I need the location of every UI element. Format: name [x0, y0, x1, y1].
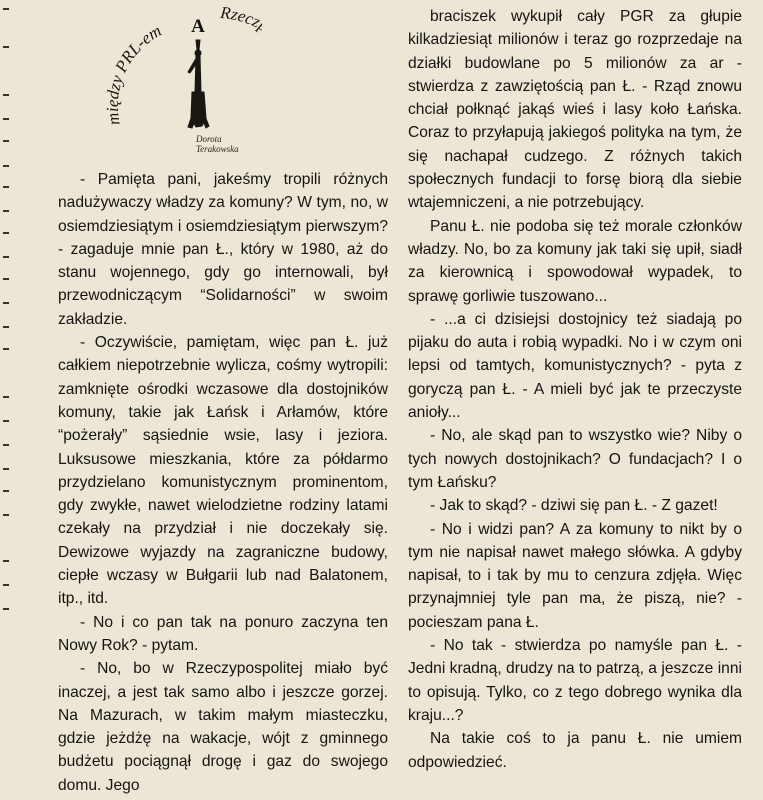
- edge-mark: [3, 326, 9, 328]
- paragraph: - Oczywiście, pamiętam, więc pan Ł. już całkiem niepotrzebnie wylicza, cośmy wytropili: zamknięte ośrodki wczasowe dla dostojników komuny, takie jak Łańsk i Arłamów, które “pożerały” sąsiednie wsie, lasy i jeziora. Luksusowe mieszkania, które za półdarmo przydzielano komunistycznym prominentom, gdy zwykłe, nawet wielodzietne rodziny latami czekały na przydział i nie doczekały się. Dewizowe wyjazdy na zagraniczne budowy, ciepłe wczasy w Bułgarii lub nad Balatonem, itp., itd.: [58, 334, 388, 608]
- paragraph: - No i co pan tak na ponuro zaczyna ten Nowy Rok? - pytam.: [58, 613, 388, 654]
- edge-mark: [3, 514, 9, 516]
- edge-mark: [3, 608, 9, 610]
- edge-mark: [3, 118, 9, 120]
- edge-mark: [3, 8, 9, 10]
- edge-mark: [3, 420, 9, 422]
- figure-with-torch-icon: [188, 40, 209, 128]
- edge-mark: [3, 94, 9, 96]
- edge-mark: [3, 584, 9, 586]
- author-first-name: Dorota: [196, 134, 222, 144]
- edge-mark: [3, 256, 9, 258]
- edge-mark: [3, 490, 9, 492]
- logo-letter: A: [191, 16, 205, 37]
- edge-mark: [3, 348, 9, 350]
- text-column-right: [408, 5, 742, 774]
- edge-mark: [3, 165, 9, 167]
- facing-page-edge: [0, 0, 14, 800]
- column-logo: [92, 6, 262, 166]
- text-column-left: [58, 168, 388, 797]
- paragraph: - No i widzi pan? A za komuny to nikt by o tym nie napisał nawet małego słówka. A gdyby napisał, to i tak by mu to cenzura zdjęła. Więc przynajmniej tyle pan ma, że piszą, nie? - pocieszam pana Ł.: [408, 520, 742, 631]
- author-last-name: Terakowska: [196, 144, 239, 154]
- edge-mark: [3, 468, 9, 470]
- paragraph: Panu Ł. nie podoba się też morale członków władzy. No, bo za komuny jak taki się upił, siadł za kierownicą i spowodował wypadek, to sprawę gorliwie tuszowano...: [408, 217, 742, 305]
- edge-mark: [3, 140, 9, 142]
- edge-mark: [3, 232, 9, 234]
- paragraph: - Pamięta pani, jakeśmy tropili różnych nadużywaczy władzy za komuny? W tym, no, w osiemdziesiątym i osiemdziesiątym pierwszym? - zagaduje mnie pan Ł., który w 1980, aż do stanu wojennego, gdy go internowali, był przewodniczącym “Solidarności” w swoim zakładzie.: [58, 171, 388, 328]
- paragraph: - No tak - stwierdza po namyśle pan Ł. - Jedni kradną, drudzy na to patrzą, a jeszcze inni to opisują. Tylko, co z tego dobrego wynika dla kraju...?: [408, 637, 742, 724]
- paragraph: - No, ale skąd pan to wszystko wie? Niby o tych nowych dostojnikach? O fundacjach? I o tym Łańsku?: [408, 427, 742, 491]
- edge-mark: [3, 210, 9, 212]
- edge-mark: [3, 302, 9, 304]
- edge-mark: [3, 278, 9, 280]
- edge-mark: [3, 46, 9, 48]
- paragraph: - ...a ci dzisiejsi dostojnicy też siadają po pijaku do auta i robią wypadki. No i w czym oni lepsi od tamtych, komunistycznych? - pyta z goryczą pan Ł. - A mieli być jak te przeczyste anioły...: [408, 310, 742, 422]
- edge-mark: [3, 444, 9, 446]
- edge-mark: [3, 396, 9, 398]
- arc-text-right: Rzec: [219, 6, 257, 29]
- paragraph: braciszek wykupił cały PGR za głupie kilkadziesiąt milionów i teraz go rozprzedaje na działki budowlane po 5 milionów za ar - stwierdza z zawziętością pan Ł. - Rząd znowu chciał połknąć jakąś wieś i lasy koło Łańska. Coraz to przyłapują jakiegoś polityka na tym, że się nachapał cudzego. Z różnych takich społecznych fundacji to forsę biorą dla siebie wtajemniczeni, a nie potrzebujący.: [408, 8, 742, 212]
- edge-mark: [3, 186, 9, 188]
- arc-text-left: między PRL-em: [102, 20, 165, 127]
- paragraph: - Jak to skąd? - dziwi się pan Ł. - Z gazet!: [430, 497, 718, 515]
- author-caption: [196, 134, 266, 154]
- paragraph: - No, bo w Rzeczypospolitej miało być inaczej, a jest tak samo albo i jeszcze gorzej. Na Mazurach, w takim małym miasteczku, gdzie jeżdżę na wakacje, wójt z gminnego budżetu pociągnął drogę i gaz do swojego domu. Jego: [58, 660, 388, 794]
- edge-mark: [3, 560, 9, 562]
- paragraph: Na takie coś to ja panu Ł. nie umiem odpowiedzieć.: [408, 730, 742, 771]
